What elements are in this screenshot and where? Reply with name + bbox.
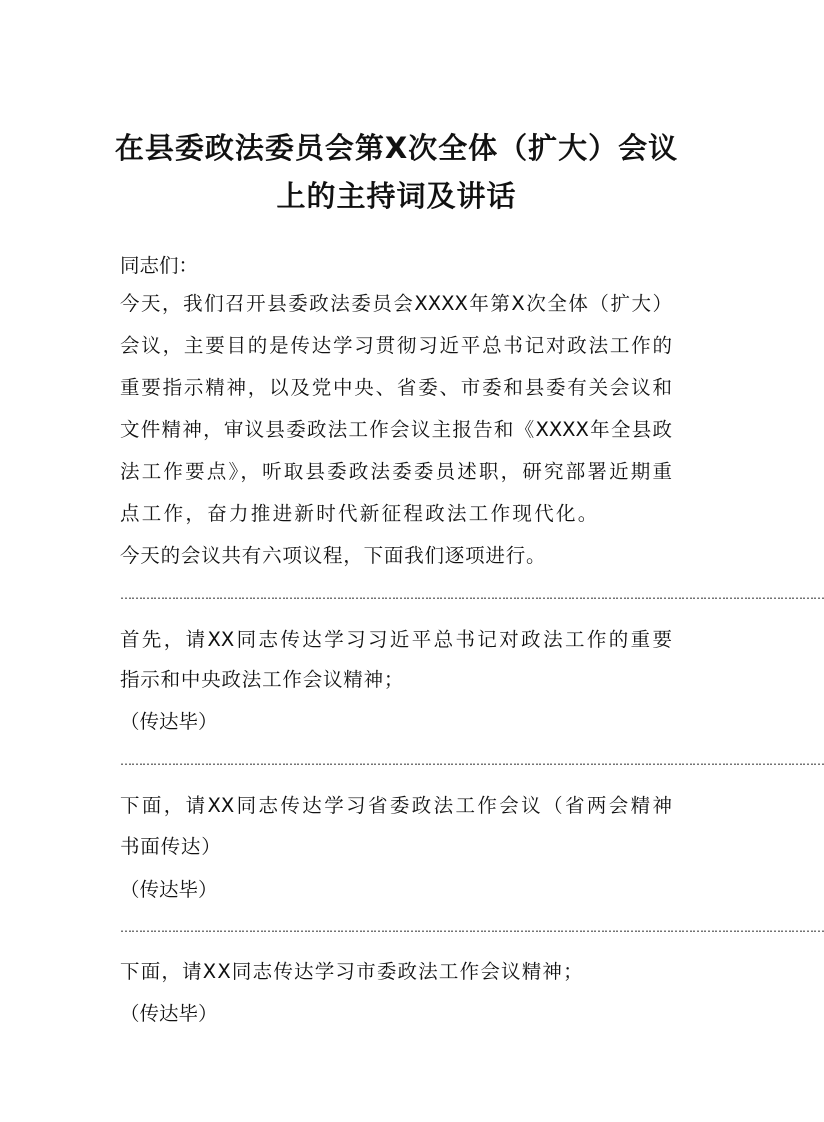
intro-line: 会议，主要目的是传达学习贯彻习近平总书记对政法工作的 bbox=[120, 334, 672, 357]
divider: ………………………………………………………………………………………………………………………………………………………………………… bbox=[120, 921, 824, 935]
agenda-item-line: 下面，请XX同志传达学习省委政法工作会议（省两会精神 bbox=[120, 794, 672, 817]
document-title-line2: 上的主持词及讲话 bbox=[276, 179, 517, 213]
intro-line: 今天，我们召开县委政法委员会XXXX年第X次全体（扩大） bbox=[120, 292, 672, 315]
agenda-intro: 今天的会议共有六项议程，下面我们逐项进行。 bbox=[120, 544, 547, 567]
intro-line: 法工作要点》，听取县委政法委委员述职，研究部署近期重 bbox=[120, 460, 672, 483]
agenda-item-done: （传达毕） bbox=[120, 710, 218, 733]
agenda-item-line: 指示和中央政法工作会议精神； bbox=[120, 668, 405, 691]
agenda-item-done: （传达毕） bbox=[120, 878, 218, 901]
agenda-item-line: 书面传达） bbox=[120, 835, 222, 858]
agenda-item-line: 首先，请XX同志传达学习习近平总书记对政法工作的重要 bbox=[120, 628, 672, 651]
salutation: 同志们： bbox=[120, 254, 199, 277]
agenda-item-line: 下面，请XX同志传达学习市委政法工作会议精神； bbox=[120, 960, 584, 983]
intro-line: 文件精神，审议县委政法工作会议主报告和《XXXX年全县政 bbox=[120, 418, 672, 441]
divider: ………………………………………………………………………………………………………………………………………………………………………… bbox=[120, 754, 824, 768]
divider: ………………………………………………………………………………………………………………………………………………………………………… bbox=[120, 588, 824, 602]
document-title-line1: 在县委政法委员会第X次全体（扩大）会议 bbox=[114, 131, 679, 165]
agenda-item-done: （传达毕） bbox=[120, 1002, 218, 1025]
intro-line: 点工作，奋力推进新时代新征程政法工作现代化。 bbox=[120, 502, 600, 525]
intro-line: 重要指示精神，以及党中央、省委、市委和县委有关会议和 bbox=[120, 376, 672, 399]
